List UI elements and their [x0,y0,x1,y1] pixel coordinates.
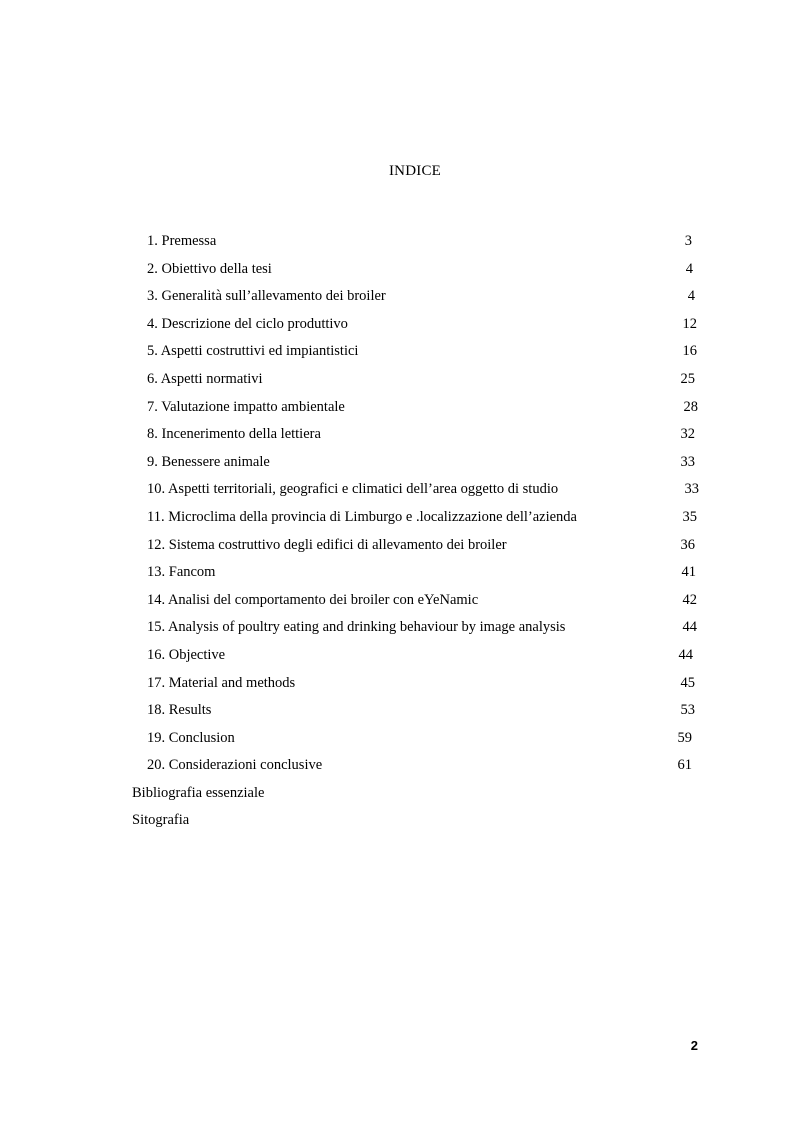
toc-entry[interactable] [0,645,793,673]
toc-entry-label: 6. Aspetti normativi [147,370,263,387]
toc-entry[interactable] [0,673,793,701]
toc-entry-label: Bibliografia essenziale [132,784,265,801]
toc-entry-page: 12 [682,315,697,332]
toc-entry[interactable] [0,755,793,783]
toc-entry[interactable] [0,424,793,452]
toc-entry-unnumbered[interactable] [0,810,793,838]
toc-entry-label: 2. Obiettivo della tesi [147,260,272,277]
table-of-contents [0,231,793,838]
toc-entry-page: 53 [680,702,695,719]
toc-entry-page: 61 [677,757,692,774]
toc-entry-label: 16. Objective [147,646,226,663]
toc-entry-label: 12. Sistema costruttivo degli edifici di allevamento dei broiler [147,536,507,553]
toc-entry[interactable] [0,507,793,535]
toc-entry-page: 36 [680,536,695,553]
toc-entry-page: 16 [682,343,697,360]
toc-entry-page: 33 [680,453,695,470]
toc-entry[interactable] [0,700,793,728]
toc-entry-label: 7. Valutazione impatto ambientale [147,398,345,415]
toc-entry-page: 25 [680,370,695,387]
toc-entry-label: 4. Descrizione del ciclo produttivo [147,315,348,332]
toc-entry[interactable] [0,314,793,342]
toc-entry-label: 20. Considerazioni conclusive [147,757,323,774]
toc-entry-label: 19. Conclusion [147,729,235,746]
toc-entry-page: 41 [681,564,696,581]
toc-entry-label: 8. Incenerimento della lettiera [147,426,321,443]
toc-entry-label: 13. Fancom [147,564,216,581]
page-number: 2 [690,1038,698,1053]
toc-entry[interactable] [0,286,793,314]
toc-entry-label: 18. Results [147,702,212,719]
toc-entry-page: 4 [685,260,693,277]
toc-entry[interactable] [0,341,793,369]
toc-entry-label: 17. Material and methods [147,674,296,691]
toc-entry-page: 35 [682,508,697,525]
toc-entry-label: Sitografia [132,812,190,829]
toc-entry-page: 3 [684,233,692,249]
toc-entry-label: 9. Benessere animale [147,453,270,470]
toc-entry-page: 44 [682,619,697,636]
toc-entry-page: 32 [680,426,695,443]
toc-entry[interactable] [0,728,793,756]
toc-entry-page: 59 [677,729,692,746]
toc-entry[interactable] [0,231,793,259]
toc-entry-label: 14. Analisi del comportamento dei broiler con eYeNamic [147,591,479,608]
toc-entry[interactable] [0,259,793,287]
toc-entry-label: 3. Generalità sull’allevamento dei broiler [147,288,386,305]
toc-entry-page: 4 [687,288,695,305]
page-title: INDICE [388,163,442,179]
toc-entry-label: 10. Aspetti territoriali, geografici e climatici dell’area oggetto di studio [147,481,559,498]
toc-entry-page: 44 [678,646,693,663]
toc-entry-page: 42 [682,591,697,608]
toc-entry-label: 1. Premessa [147,233,217,249]
toc-entry-label: 15. Analysis of poultry eating and drinking behaviour by image analysis [147,619,566,636]
toc-entry[interactable] [0,452,793,480]
toc-entry-label: 11. Microclima della provincia di Limburgo e .localizzazione dell’azienda [147,508,577,525]
toc-entry[interactable] [0,562,793,590]
toc-entry-page: 45 [680,674,695,691]
toc-entry-unnumbered[interactable] [0,783,793,811]
toc-entry-label: 5. Aspetti costruttivi ed impiantistici [147,343,359,360]
toc-entry-page: 33 [684,481,699,498]
toc-entry[interactable] [0,617,793,645]
toc-entry[interactable] [0,397,793,425]
toc-entry[interactable] [0,479,793,507]
toc-entry-page: 28 [683,398,698,415]
toc-entry[interactable] [0,535,793,563]
toc-entry[interactable] [0,590,793,618]
toc-entry[interactable] [0,369,793,397]
